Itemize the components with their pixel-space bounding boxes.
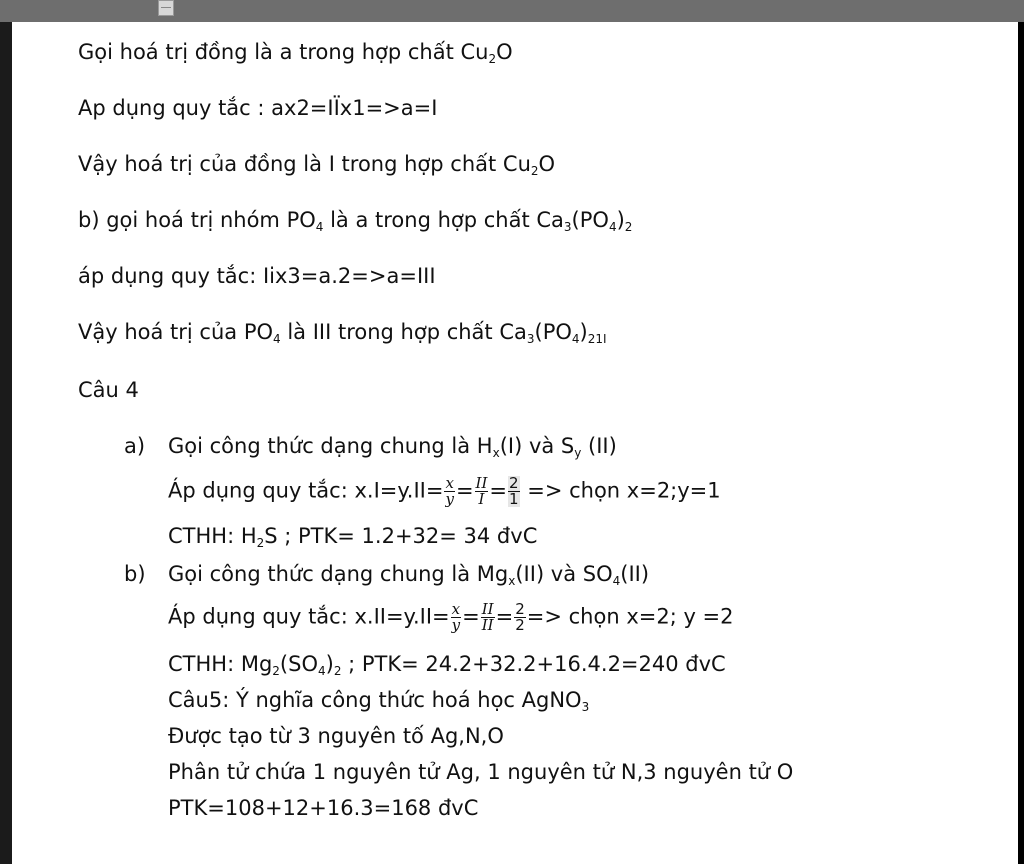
list-marker-a: a): [124, 434, 146, 458]
line-apply-rule-1: Ap dụng quy tắc : ax2=IÏx1=>a=I: [78, 96, 438, 120]
fraction-x-over-y: $\frac{x}{y}$: [445, 474, 454, 508]
window-top-bar: [0, 0, 1024, 22]
fraction-x-over-y: $\frac{x}{y}$: [451, 600, 461, 634]
line-atoms: Phân tử chứa 1 nguyên tử Ag, 1 nguyên tử N,3 nguyên tử O: [168, 760, 794, 784]
line-b-formula-result: CTHH: $Mg_2(SO_4)_2$ ; PTK= 24.2+32.2+16.4.2=240 đvC: [168, 652, 726, 678]
line-copper-conclusion: Vậy hoá trị của đồng là I trong hợp chất $Cu_2O$: [78, 152, 556, 178]
line-molecular-mass: PTK=108+12+16.3=168 đvC: [168, 796, 479, 820]
resize-handle-icon[interactable]: [158, 0, 174, 16]
line-b-general-formula: Gọi công thức dạng chung là $Mg_x(II)$ và $SO_4(II)$: [168, 562, 650, 588]
heading-cau-4: Câu 4: [78, 378, 139, 402]
line-a-general-formula: Gọi công thức dạng chung là $H_x(I)$ và $S_y$ (II): [168, 434, 617, 460]
fraction-2-over-1: $\frac{2}{1}$: [509, 474, 519, 508]
line-a-formula-result: CTHH: $H_2S$ ; PTK= 1.2+32= 34 đvC: [168, 524, 538, 550]
line-a-apply-rule: Áp dụng quy tắc: x.I=y.II= $\frac{x}{y}$ = $\frac{II}{I}$ = $\frac{2}{1}$ => chọn x=2;y=1: [168, 474, 721, 508]
fraction-ii-over-i: $\frac{II}{I}$: [475, 474, 488, 508]
line-po4-valence: b) gọi hoá trị nhóm $PO_4$ là a trong hợp chất $Ca_3(PO_4)_2$: [78, 208, 633, 234]
left-margin-bar: [0, 22, 12, 864]
fraction-2-over-2: $\frac{2}{2}$: [515, 600, 525, 634]
fraction-ii-over-ii: $\frac{II}{II}$: [481, 600, 494, 634]
line-po4-conclusion: Vậy hoá trị của $PO_4$ là III trong hợp chất $Ca_3(PO_4)_{21I}$: [78, 320, 607, 346]
line-apply-rule-2: áp dụng quy tắc: Iix3=a.2=>a=III: [78, 264, 436, 288]
document-page: [12, 22, 1018, 864]
right-margin-bar: [1018, 22, 1024, 864]
list-marker-b: b): [124, 562, 146, 586]
line-b-apply-rule: Áp dụng quy tắc: x.II=y.II= $\frac{x}{y}$ = $\frac{II}{II}$ = $\frac{2}{2}$ => chọn x=2; y =2: [168, 600, 734, 634]
line-cau-5-heading: Câu5: Ý nghĩa công thức hoá học AgNO$_3$: [168, 688, 590, 714]
line-elements: Được tạo từ 3 nguyên tố Ag,N,O: [168, 724, 504, 748]
line-copper-valence: Gọi hoá trị đồng là a trong hợp chất $Cu_2O$: [78, 40, 513, 66]
